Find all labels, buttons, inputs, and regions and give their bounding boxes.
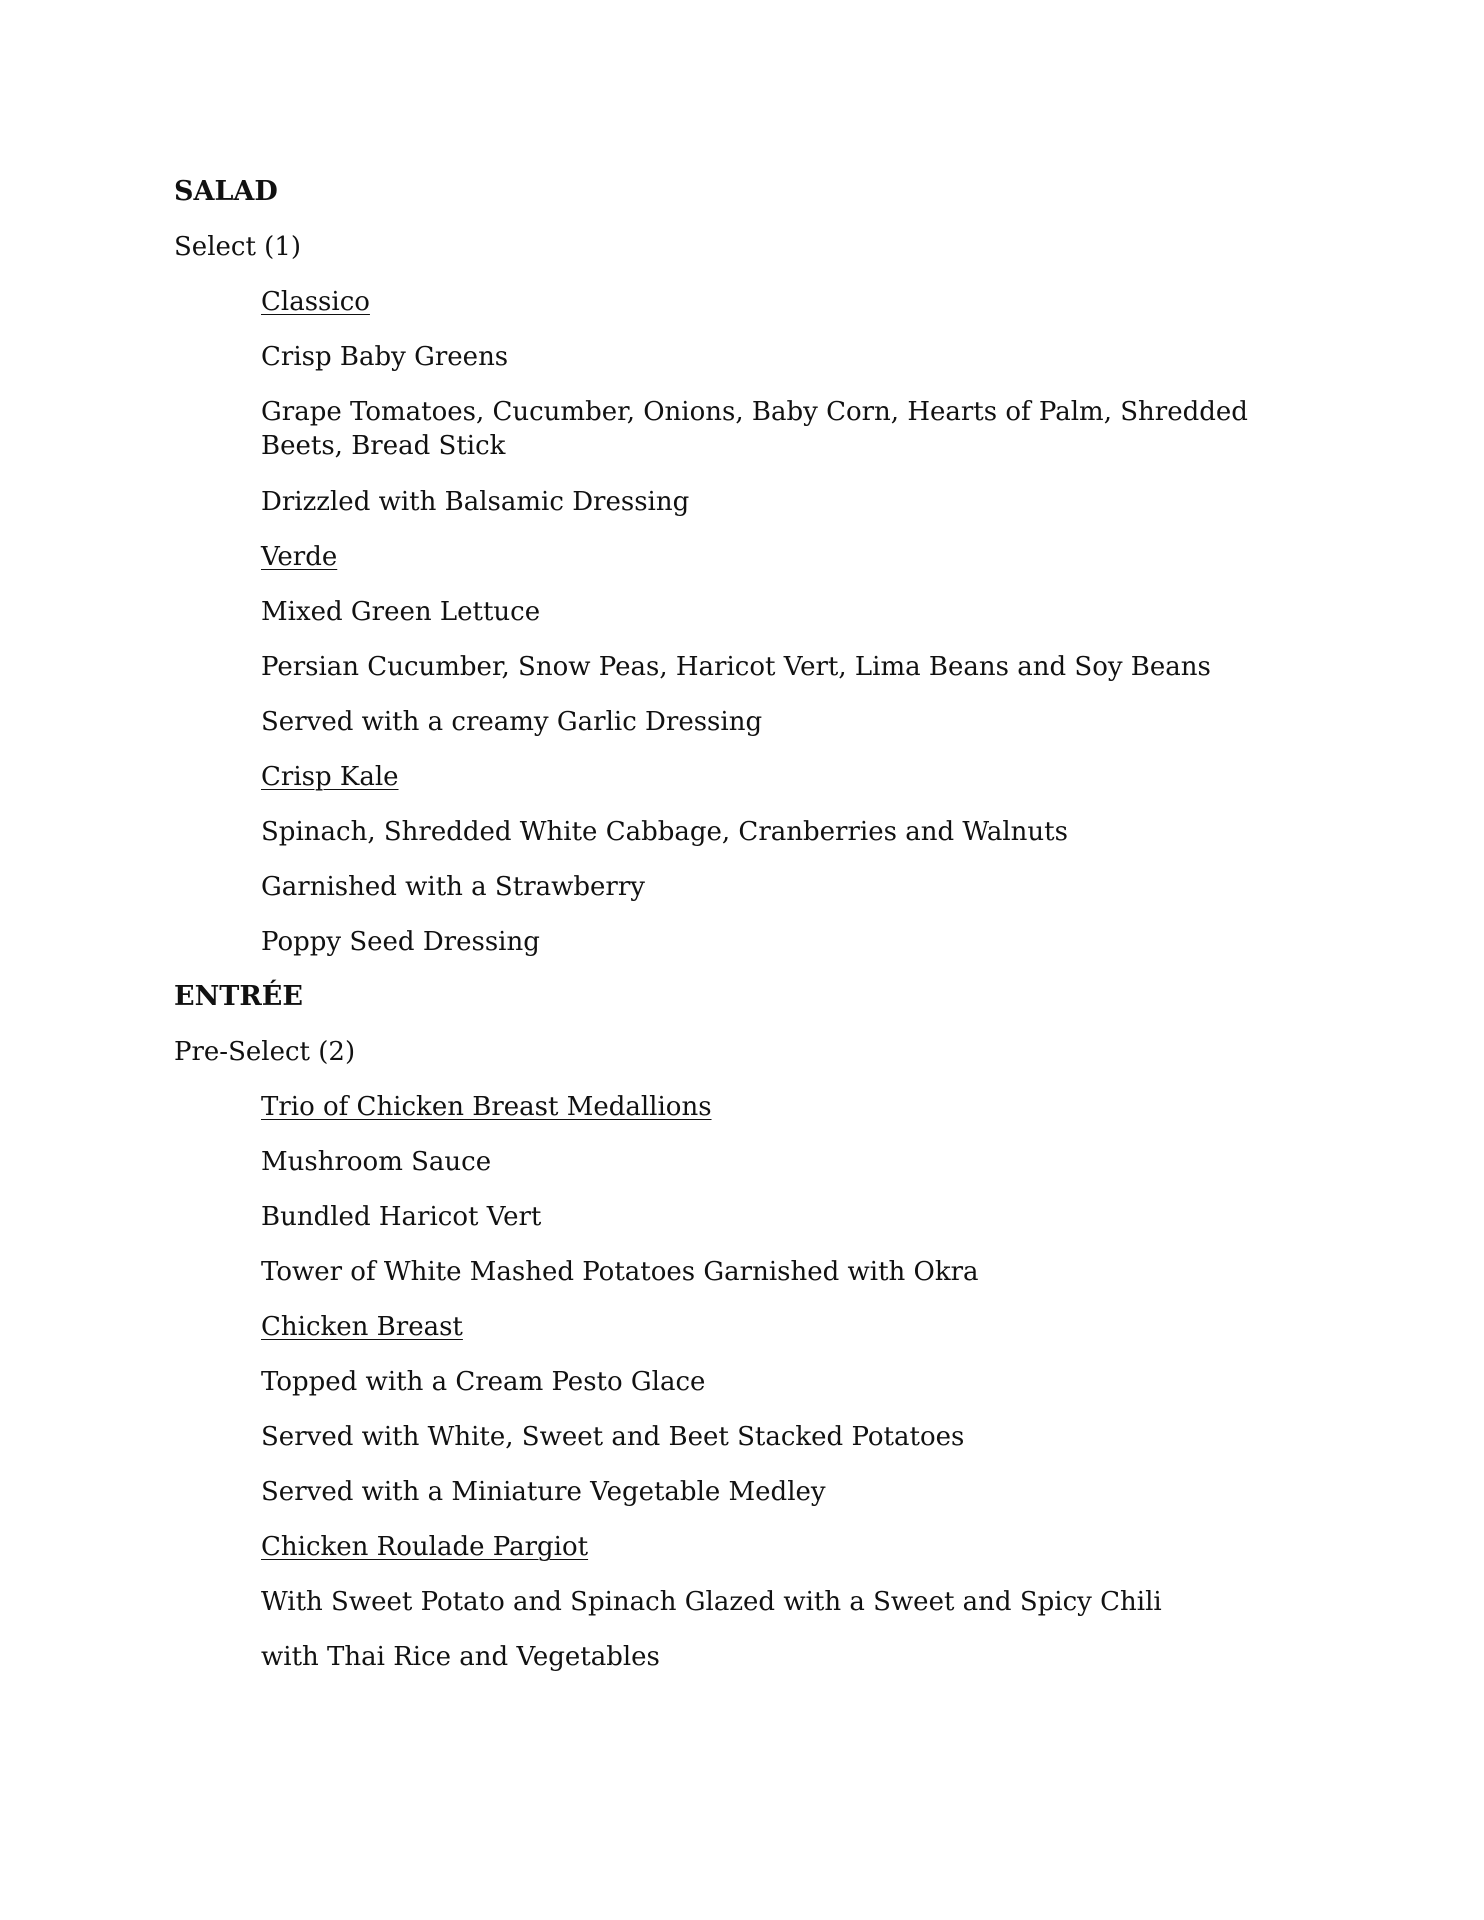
- salad-option-crisp-kale-line: Garnished with a Strawberry: [261, 872, 645, 902]
- salad-option-classico-line: Grape Tomatoes, Cucumber, Onions, Baby Corn, Hearts of Palm, Shredded Beets, Bread Stick: [261, 397, 1248, 461]
- entree-option-medallions-line: Tower of White Mashed Potatoes Garnished with Okra: [261, 1257, 979, 1287]
- salad-heading: SALAD: [174, 176, 278, 207]
- entree-option-roulade-line: With Sweet Potato and Spinach Glazed with a Sweet and Spicy Chili: [261, 1587, 1162, 1617]
- entree-option-chicken-breast-line: Served with a Miniature Vegetable Medley: [261, 1477, 826, 1507]
- salad-option-classico-line: Drizzled with Balsamic Dressing: [261, 487, 690, 517]
- entree-instruction: Pre-Select (2): [174, 1037, 356, 1067]
- entree-option-medallions-line: Mushroom Sauce: [261, 1147, 492, 1177]
- salad-option-crisp-kale-line: Poppy Seed Dressing: [261, 927, 540, 957]
- entree-heading: ENTRÉE: [174, 981, 303, 1012]
- salad-option-verde-line: Served with a creamy Garlic Dressing: [261, 707, 763, 737]
- entree-option-medallions-title: Trio of Chicken Breast Medallions: [261, 1092, 712, 1122]
- entree-option-roulade-line: with Thai Rice and Vegetables: [261, 1642, 660, 1672]
- entree-option-chicken-breast-title: Chicken Breast: [261, 1312, 463, 1342]
- entree-option-chicken-breast-line: Served with White, Sweet and Beet Stacked Potatoes: [261, 1422, 965, 1452]
- salad-instruction: Select (1): [174, 232, 302, 262]
- salad-option-crisp-kale-line: Spinach, Shredded White Cabbage, Cranberries and Walnuts: [261, 817, 1068, 847]
- entree-option-medallions-line: Bundled Haricot Vert: [261, 1202, 542, 1232]
- salad-option-verde-line: Persian Cucumber, Snow Peas, Haricot Vert, Lima Beans and Soy Beans: [261, 652, 1211, 682]
- salad-option-classico-line: Crisp Baby Greens: [261, 342, 509, 372]
- salad-option-verde-title: Verde: [261, 542, 338, 572]
- salad-option-classico-title: Classico: [261, 287, 370, 317]
- entree-option-chicken-breast-line: Topped with a Cream Pesto Glace: [261, 1367, 706, 1397]
- salad-option-verde-line: Mixed Green Lettuce: [261, 597, 541, 627]
- entree-option-roulade-title: Chicken Roulade Pargiot: [261, 1532, 589, 1562]
- salad-option-crisp-kale-title: Crisp Kale: [261, 762, 399, 792]
